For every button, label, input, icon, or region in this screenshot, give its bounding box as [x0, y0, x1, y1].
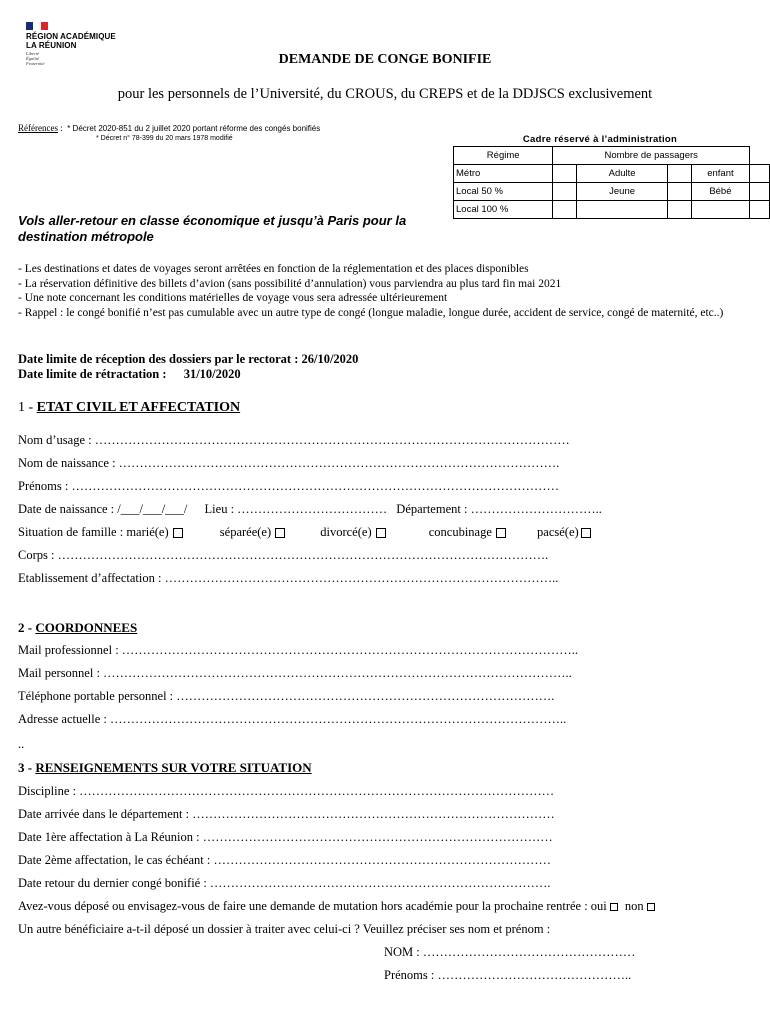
passenger-label [576, 201, 668, 219]
header-regime: Régime [454, 147, 553, 165]
admin-table-header [454, 147, 770, 165]
section-2-title [18, 620, 137, 636]
passenger-label: Jeune [576, 183, 668, 201]
field-discipline[interactable]: Discipline : …………………………………………………………………………………………………… [18, 784, 555, 798]
situation-option: séparée(e) [219, 525, 272, 539]
motto-1: Liberté [26, 51, 39, 56]
section-3-heading: RENSEIGNEMENTS SUR VOTRE SITUATION [35, 760, 312, 775]
admin-row [454, 165, 770, 183]
mutation-question [18, 899, 655, 914]
deadlines [18, 352, 358, 382]
admin-row [454, 201, 770, 219]
field-adresse[interactable]: Adresse actuelle : ……………………………………………………………………………………………….. [18, 712, 567, 726]
bullet-item: - Les destinations et dates de voyages seront arrêtées en fonction de la réglementation et des places disponibles [18, 263, 529, 275]
empty-cell [553, 165, 576, 183]
checkbox-marie[interactable] [173, 528, 183, 538]
passenger-label [691, 201, 749, 219]
empty-cell [668, 183, 691, 201]
checkbox-non[interactable] [647, 903, 655, 911]
empty-cell [668, 201, 691, 219]
section-1-title [18, 400, 240, 416]
mutation-question-text: Avez-vous déposé ou envisagez-vous de faire une demande de mutation hors académie pour la prochaine rentrée : oui [18, 899, 607, 913]
field-lieu[interactable]: Lieu : ……………………………… [204, 502, 388, 516]
field-adresse-cont[interactable]: .. [18, 737, 25, 751]
deadline-retractation-date: 31/10/2020 [183, 367, 241, 381]
field-birth-row [18, 502, 602, 517]
situation-option: divorcé(e) [320, 525, 372, 539]
field-telephone[interactable]: Téléphone portable personnel : ………………………………………………………………………………. [18, 689, 555, 703]
regime-cell: Métro [454, 165, 553, 183]
empty-cell [668, 165, 691, 183]
deadline-reception: Date limite de réception des dossiers par le rectorat : 26/10/2020 [18, 352, 359, 366]
header-passengers: Nombre de passagers [553, 147, 750, 165]
section-2-heading: COORDONNEES [35, 620, 138, 635]
checkbox-divorce[interactable] [376, 528, 386, 538]
autre-beneficiaire-question: Un autre bénéficiaire a-t-il déposé un dossier à traiter avec celui-ci ? Veuillez préciser ses nom et prénom : [18, 922, 551, 936]
field-prenoms-beneficiaire[interactable]: Prénoms : ……………………………………….. [384, 968, 632, 982]
bullet-item: - Rappel : le congé bonifié n’est pas cumulable avec un autre type de congé (longue maladie, longue durée, accident de service, congé de maternité, etc..) [18, 306, 724, 319]
field-etablissement[interactable]: Etablissement d’affectation : ………………………………………………………………………………….. [18, 571, 559, 585]
marianne-flag-icon [26, 22, 48, 30]
document-title: DEMANDE DE CONGE BONIFIE [278, 52, 492, 67]
field-date-retour[interactable]: Date retour du dernier congé bonifié : ………………………………………………………………………. [18, 876, 551, 890]
motto-3: Fraternité [26, 61, 45, 66]
references-colon: : [57, 123, 63, 133]
field-nom-naissance[interactable]: Nom de naissance : ……………………………………………………………………………………………. [18, 456, 560, 470]
field-mail-pro[interactable]: Mail professionnel : ……………………………………………………………………………………………….. [18, 643, 579, 657]
admin-table [453, 146, 770, 219]
field-date-1ere-affectation[interactable]: Date 1ère affectation à La Réunion : ………………………………………………………………………… [18, 830, 553, 844]
checkbox-concubinage[interactable] [496, 528, 506, 538]
field-nom-usage[interactable]: Nom d’usage : …………………………………………………………………………………………………… [18, 433, 570, 447]
mutation-non-label: non [624, 899, 644, 913]
admin-box-caption: Cadre réservé à l’administration [522, 134, 678, 145]
checkbox-oui[interactable] [610, 903, 618, 911]
section-3-title [18, 760, 312, 776]
field-date-naissance[interactable]: Date de naissance : /___/___/___/ [18, 502, 188, 516]
info-bullets [18, 262, 758, 320]
regime-cell: Local 100 % [454, 201, 553, 219]
bullet-item: - La réservation définitive des billets d’avion (sans possibilité d’annulation) vous parviendra au plus tard fin mai 2021 [18, 277, 562, 290]
regime-cell: Local 50 % [454, 183, 553, 201]
passenger-label: Bébé [691, 183, 749, 201]
references-label: Références [18, 123, 58, 133]
section-2-number: 2 - [18, 620, 36, 635]
field-situation-famille [18, 525, 591, 540]
field-date-arrivee[interactable]: Date arrivée dans le département : …………………………………………………………………………… [18, 807, 555, 821]
section-1-heading: ETAT CIVIL ET AFFECTATION [36, 400, 241, 415]
trip-description: Vols aller-retour en classe économique et jusqu’à Paris pour la destination métropole [18, 213, 407, 244]
document-subtitle: pour les personnels de l’Université, du CROUS, du CREPS et de la DDJSCS exclusivement [117, 86, 653, 102]
logo-line-2: LA RÉUNION [26, 41, 77, 50]
section-1-number: 1 - [18, 400, 37, 415]
empty-cell [750, 183, 770, 201]
passenger-label: enfant [691, 165, 749, 183]
motto-2: Égalité [26, 56, 39, 61]
empty-cell [750, 165, 770, 183]
field-date-2eme-affectation[interactable]: Date 2ème affectation, le cas échéant : ……………………………………………………………………… [18, 853, 551, 867]
situation-label: Situation de famille : marié(e) [18, 525, 169, 539]
field-prenoms[interactable]: Prénoms : ……………………………………………………………………………………………………… [18, 479, 559, 493]
passenger-label: Adulte [576, 165, 668, 183]
bullet-item: - Une note concernant les conditions matérielles de voyage vous sera adressée ultérieurement [18, 292, 448, 305]
references [18, 123, 320, 133]
field-corps[interactable]: Corps : ………………………………………………………………………………………………………. [18, 548, 549, 562]
situation-option: concubinage [428, 525, 492, 539]
empty-cell [553, 201, 576, 219]
deadline-retractation [18, 367, 358, 382]
reference-1: * Décret 2020-851 du 2 juillet 2020 portant réforme des congés bonifiés [67, 124, 321, 133]
empty-cell [553, 183, 576, 201]
empty-cell [750, 201, 770, 219]
checkbox-separee[interactable] [275, 528, 285, 538]
field-departement[interactable]: Département : ………………………….. [396, 502, 602, 516]
reference-2: * Décret n° 78-399 du 20 mars 1978 modifié [96, 135, 233, 142]
situation-option: pacsé(e) [537, 525, 579, 539]
deadline-retractation-label: Date limite de rétractation : [18, 367, 167, 381]
field-mail-perso[interactable]: Mail personnel : ………………………………………………………………………………………………….. [18, 666, 572, 680]
logo-line-1: RÉGION ACADÉMIQUE [26, 32, 116, 41]
section-3-number: 3 - [18, 760, 36, 775]
checkbox-pacse[interactable] [581, 528, 591, 538]
admin-row [454, 183, 770, 201]
field-nom-beneficiaire[interactable]: NOM : …………………………………………… [384, 945, 636, 959]
